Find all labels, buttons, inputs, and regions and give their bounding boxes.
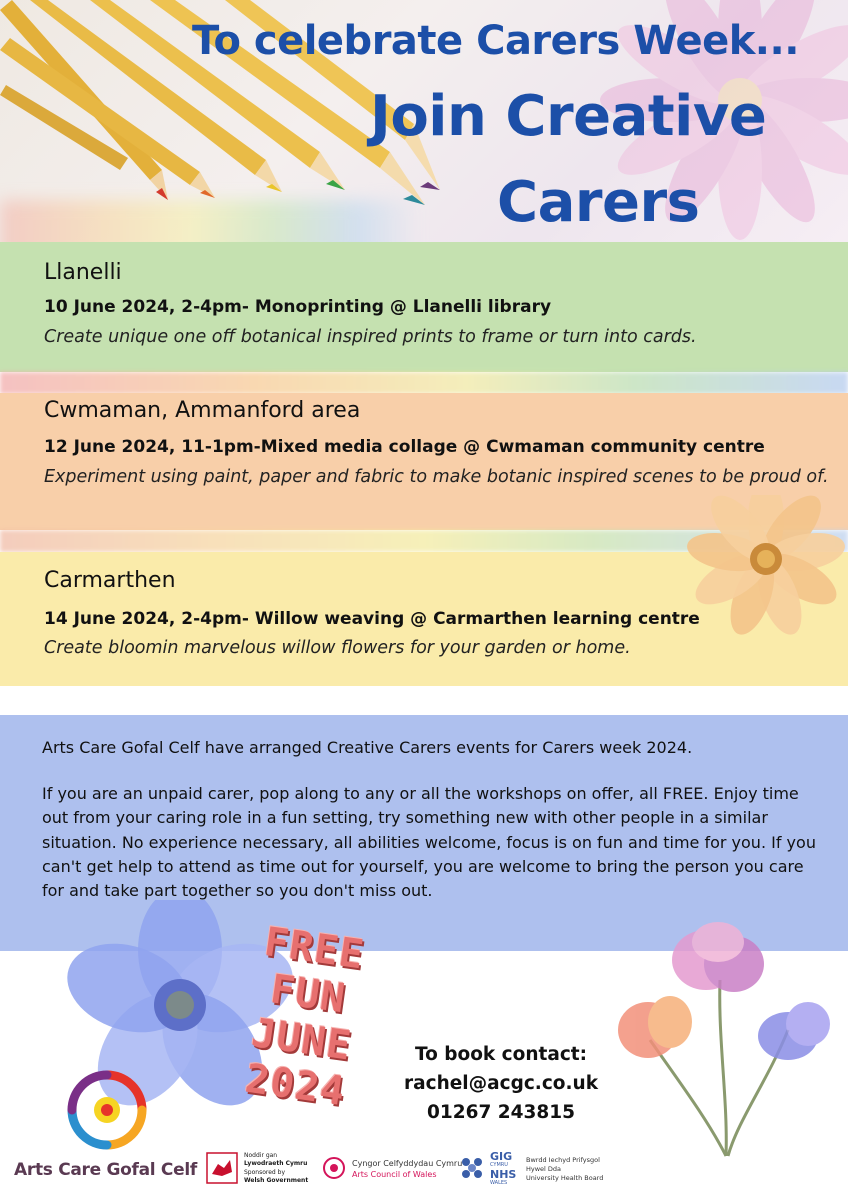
logo-name: Arts Care Gofal Celf	[14, 1160, 197, 1180]
headline-celebrate: To celebrate Carers Week...	[192, 18, 799, 64]
info-body: If you are an unpaid carer, pop along to any or all the workshops on offer, all FREE. Enjoy time out from your caring role in a fun setting, try something new with other people in a similar situation. No experience necessary, all abilities welcome, focus is on fun and time for you. If you can't get help to attend as time out for yourself, you are welcome to bring the person you care for and take part together so you don't miss out.	[42, 784, 816, 901]
free-fun-june-stamp	[204, 914, 402, 1146]
contact-phone[interactable]: 01267 243815	[426, 1102, 576, 1123]
sponsor-text: Hywel Dda	[526, 1165, 562, 1173]
sponsor-text: Bwrdd Iechyd Prifysgol	[526, 1156, 600, 1164]
nhs-mark: CYMRU	[490, 1162, 508, 1168]
poppies-illustration	[608, 920, 844, 1158]
event-location: Llanelli	[44, 260, 122, 285]
arts-council-circle-icon	[322, 1156, 346, 1180]
nhs-mark: NHS	[490, 1168, 517, 1181]
event-description: Experiment using paint, paper and fabric to make botanic inspired scenes to be proud of.	[44, 467, 829, 487]
sponsor-text: Noddir gan	[244, 1152, 278, 1159]
event-description: Create bloomin marvelous willow flowers for your garden or home.	[44, 638, 631, 658]
event-description: Create unique one off botanical inspired prints to frame or turn into cards.	[44, 327, 697, 347]
nhs-mark: WALES	[490, 1180, 508, 1186]
event-location: Cwmaman, Ammanford area	[44, 398, 361, 423]
welsh-government-logo	[206, 1148, 309, 1188]
stamp-line: JUNE	[248, 1010, 355, 1070]
sponsor-text: Arts Council of Wales	[352, 1170, 437, 1179]
info-intro: Arts Care Gofal Celf have arranged Creative Carers events for Carers week 2024.	[42, 738, 693, 757]
nhs-dragon-icon	[458, 1154, 486, 1182]
event-detail: 14 June 2024, 2-4pm- Willow weaving @ Carmarthen learning centre	[44, 609, 700, 629]
nhs-mark: GIG	[490, 1150, 513, 1163]
sponsor-text: Sponsored by	[244, 1169, 285, 1176]
headline-carers: Carers	[497, 170, 700, 235]
header-banner	[0, 0, 848, 245]
sponsor-text: Welsh Government	[244, 1177, 309, 1184]
contact-heading: To book contact:	[414, 1044, 588, 1065]
contact-email[interactable]: rachel@acgc.co.uk	[404, 1073, 598, 1094]
booking-contact	[396, 1040, 606, 1127]
event-location: Carmarthen	[44, 568, 176, 593]
event-detail: 12 June 2024, 11-1pm-Mixed media collage @ Cwmaman community centre	[44, 437, 765, 457]
peach-flower-illustration	[676, 495, 848, 635]
hywel-dda-nhs-logo	[458, 1148, 618, 1188]
event-llanelli	[0, 242, 848, 372]
headline-join-creative: Join Creative	[370, 84, 767, 149]
stamp-line: FREE	[261, 919, 368, 979]
dragon-icon	[206, 1152, 238, 1184]
event-detail: 10 June 2024, 2-4pm- Monoprinting @ Llanelli library	[44, 297, 552, 317]
stamp-line: 2024	[242, 1055, 349, 1116]
sponsor-text: Cyngor Celfyddydau Cymru	[352, 1159, 463, 1168]
sponsor-text: University Health Board	[526, 1174, 604, 1182]
sponsor-text: Lywodraeth Cymru	[244, 1160, 308, 1167]
arts-council-of-wales-logo	[322, 1148, 463, 1188]
stamp-line: FUN	[267, 966, 349, 1023]
arts-care-gofal-celf-logo	[62, 1065, 152, 1157]
rainbow-divider	[0, 372, 848, 394]
